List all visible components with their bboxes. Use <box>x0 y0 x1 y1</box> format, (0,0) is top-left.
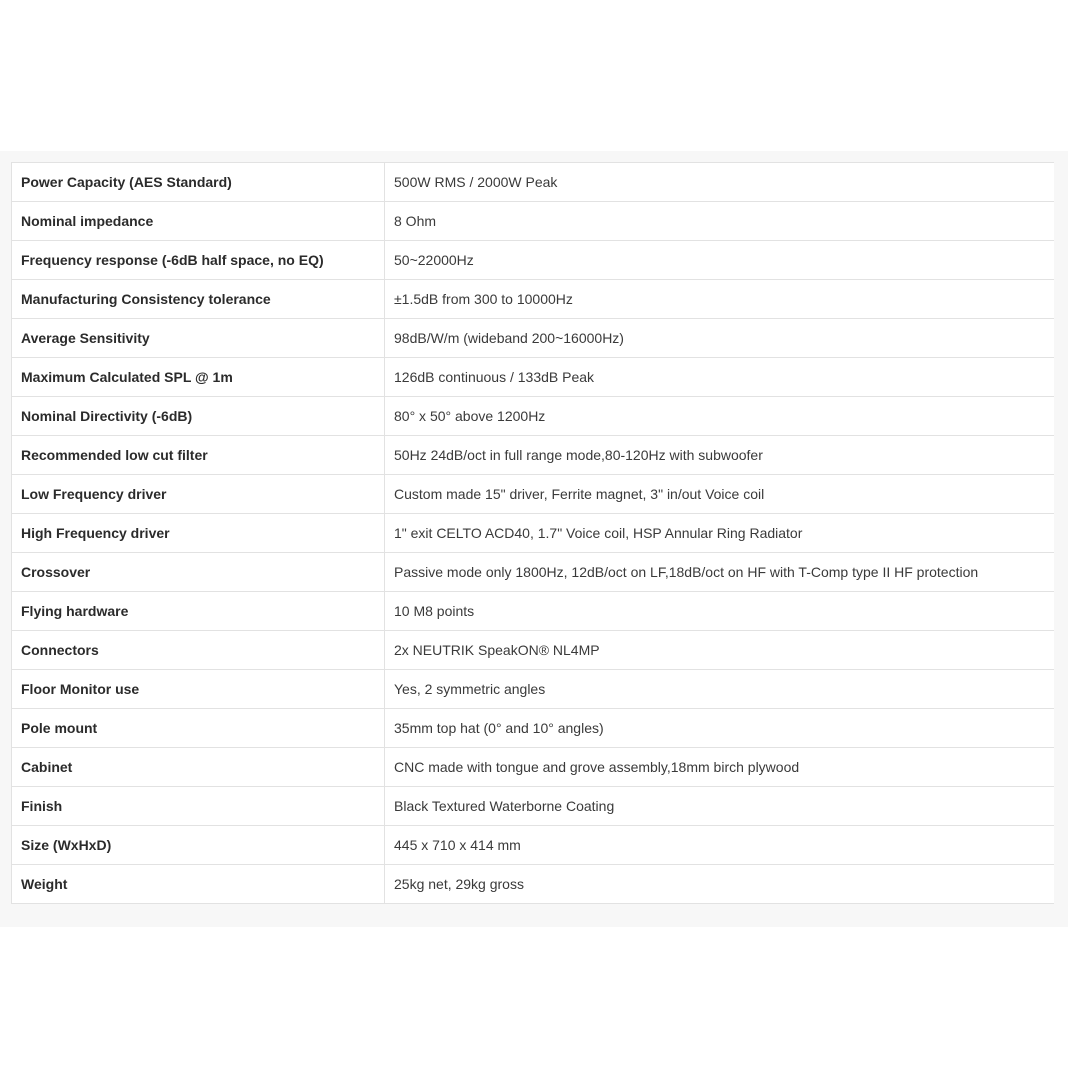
table-row <box>12 709 1055 748</box>
table-row <box>12 163 1055 202</box>
table-row <box>12 865 1055 904</box>
spec-value: 25kg net, 29kg gross <box>385 865 1055 904</box>
table-row <box>12 514 1055 553</box>
spec-label: Nominal impedance <box>12 202 385 241</box>
table-row <box>12 475 1055 514</box>
table-row <box>12 319 1055 358</box>
table-row <box>12 748 1055 787</box>
table-row <box>12 826 1055 865</box>
spec-value: Custom made 15" driver, Ferrite magnet, 3" in/out Voice coil <box>385 475 1055 514</box>
table-row <box>12 397 1055 436</box>
spec-value: 35mm top hat (0° and 10° angles) <box>385 709 1055 748</box>
spec-value: 126dB continuous / 133dB Peak <box>385 358 1055 397</box>
table-row <box>12 358 1055 397</box>
spec-value: Passive mode only 1800Hz, 12dB/oct on LF,18dB/oct on HF with T-Comp type II HF protection <box>385 553 1055 592</box>
spec-value: 1" exit CELTO ACD40, 1.7" Voice coil, HSP Annular Ring Radiator <box>385 514 1055 553</box>
spec-label: Recommended low cut filter <box>12 436 385 475</box>
spec-value: 98dB/W/m (wideband 200~16000Hz) <box>385 319 1055 358</box>
spec-table <box>11 162 1054 904</box>
spec-label: High Frequency driver <box>12 514 385 553</box>
spec-value: 50~22000Hz <box>385 241 1055 280</box>
spec-label: Connectors <box>12 631 385 670</box>
table-row <box>12 202 1055 241</box>
spec-label: Maximum Calculated SPL @ 1m <box>12 358 385 397</box>
table-row <box>12 241 1055 280</box>
table-row <box>12 631 1055 670</box>
spec-table-body <box>12 163 1055 904</box>
spec-value: 500W RMS / 2000W Peak <box>385 163 1055 202</box>
spec-value: CNC made with tongue and grove assembly,18mm birch plywood <box>385 748 1055 787</box>
spec-label: Low Frequency driver <box>12 475 385 514</box>
spec-label: Crossover <box>12 553 385 592</box>
spec-label: Flying hardware <box>12 592 385 631</box>
spec-label: Average Sensitivity <box>12 319 385 358</box>
spec-label: Power Capacity (AES Standard) <box>12 163 385 202</box>
table-row <box>12 670 1055 709</box>
spec-value: 50Hz 24dB/oct in full range mode,80-120Hz with subwoofer <box>385 436 1055 475</box>
table-row <box>12 280 1055 319</box>
spec-value: Yes, 2 symmetric angles <box>385 670 1055 709</box>
spec-label: Weight <box>12 865 385 904</box>
spec-label: Nominal Directivity (-6dB) <box>12 397 385 436</box>
table-row <box>12 592 1055 631</box>
spec-label: Finish <box>12 787 385 826</box>
spec-value: 10 M8 points <box>385 592 1055 631</box>
spec-label: Size (WxHxD) <box>12 826 385 865</box>
spec-label: Frequency response (-6dB half space, no EQ) <box>12 241 385 280</box>
spec-value: Black Textured Waterborne Coating <box>385 787 1055 826</box>
spec-label: Cabinet <box>12 748 385 787</box>
spec-value: 445 x 710 x 414 mm <box>385 826 1055 865</box>
spec-label: Manufacturing Consistency tolerance <box>12 280 385 319</box>
table-row <box>12 436 1055 475</box>
spec-label: Pole mount <box>12 709 385 748</box>
table-row <box>12 553 1055 592</box>
spec-label: Floor Monitor use <box>12 670 385 709</box>
spec-value: 8 Ohm <box>385 202 1055 241</box>
spec-value: 80° x 50° above 1200Hz <box>385 397 1055 436</box>
spec-value: 2x NEUTRIK SpeakON® NL4MP <box>385 631 1055 670</box>
spec-value: ±1.5dB from 300 to 10000Hz <box>385 280 1055 319</box>
table-row <box>12 787 1055 826</box>
